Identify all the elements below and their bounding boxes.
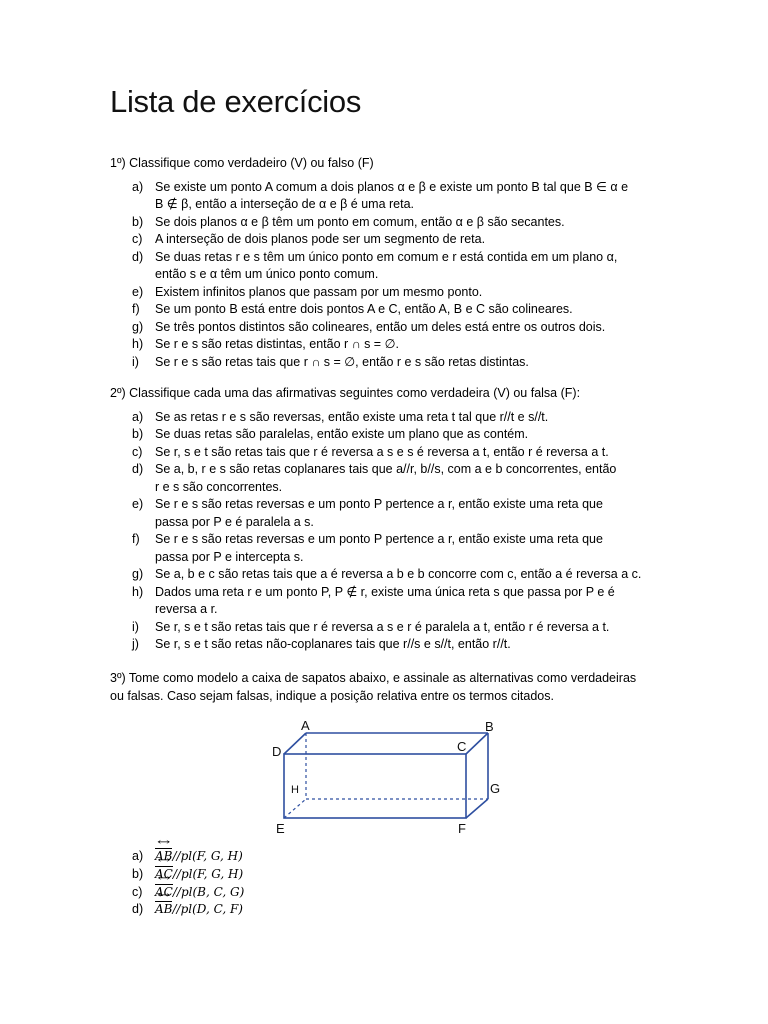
question-1-list bbox=[110, 179, 658, 372]
item-label: f) bbox=[132, 302, 140, 316]
box-front-face bbox=[284, 754, 466, 818]
item-text: Se r, s e t são retas tais que r é reversa a s e r é paralela a t, então r é reversa a t. bbox=[155, 619, 610, 634]
item-label: i) bbox=[132, 619, 139, 634]
item-label: a) bbox=[132, 849, 144, 863]
list-item bbox=[110, 461, 658, 496]
item-text: Se existe um ponto A comum a dois planos α e β e existe um ponto B tal que B ∈ α e bbox=[155, 179, 629, 194]
list-item bbox=[110, 231, 658, 249]
item-text: Se um ponto B está entre dois pontos A e C, então A, B e C são colineares. bbox=[155, 302, 573, 316]
item-text-cont: reversa a r. bbox=[155, 602, 218, 616]
list-item bbox=[110, 319, 658, 337]
list-item bbox=[110, 179, 658, 214]
item-text: Se r e s são retas reversas e um ponto P pertence a r, então existe uma reta que bbox=[155, 497, 603, 511]
item-text: //pl(F, G, H) bbox=[172, 866, 244, 881]
item-text: Se a, b e c são retas tais que a é reversa a b e b concorre com c, então a é reversa a c. bbox=[155, 567, 642, 581]
item-label: h) bbox=[132, 584, 144, 599]
item-text: Se r, s e t são retas tais que r é reversa a s e s é reversa a t, então r é reversa a t. bbox=[155, 444, 609, 459]
box-edge bbox=[284, 733, 306, 754]
box-hidden-edge bbox=[284, 799, 306, 818]
box-edge bbox=[466, 799, 488, 818]
item-text: Se a, b, r e s são retas coplanares tais que a//r, b//s, com a e b concorrentes, então bbox=[155, 462, 617, 476]
line-notation: AB ↔ bbox=[155, 901, 172, 919]
item-text-cont: então s e α têm um único ponto comum. bbox=[155, 267, 379, 281]
vertex-label-b: B bbox=[485, 719, 494, 734]
line-notation: AC ↔ bbox=[155, 866, 173, 884]
item-text: //pl(B, C, G) bbox=[172, 884, 245, 899]
item-text-cont: passa por P e intercepta s. bbox=[155, 549, 304, 564]
list-item bbox=[110, 496, 658, 531]
item-text: Se r, s e t são retas não-coplanares tais que r//s e s//t, então r//t. bbox=[155, 637, 511, 651]
item-label: d) bbox=[132, 902, 144, 917]
list-item bbox=[110, 214, 658, 232]
vertex-label-d: D bbox=[272, 744, 282, 759]
line-notation: AB ↔ bbox=[155, 848, 172, 866]
item-label: i) bbox=[132, 354, 139, 369]
item-text-cont: B ∉ β, então a interseção de α e β é uma reta. bbox=[155, 197, 415, 211]
item-label: c) bbox=[132, 884, 143, 899]
list-item bbox=[110, 301, 658, 319]
item-text: Se dois planos α e β têm um ponto em comum, então α e β são secantes. bbox=[155, 214, 565, 229]
question-1 bbox=[110, 155, 658, 371]
question-3-stem: 3º) Tome como modelo a caixa de sapatos abaixo, e assinale as alternativas como verdadeiras bbox=[110, 671, 637, 685]
item-label: g) bbox=[132, 319, 144, 334]
list-item bbox=[110, 566, 658, 584]
question-3-list bbox=[110, 848, 244, 919]
question-1-stem: 1º) Classifique como verdadeiro (V) ou falso (F) bbox=[110, 156, 374, 170]
item-text: Se r e s são retas distintas, então r ∩ s = ∅. bbox=[155, 337, 399, 351]
question-2 bbox=[110, 385, 658, 654]
vertex-label-h: H bbox=[291, 784, 299, 796]
list-item bbox=[110, 249, 658, 284]
item-label: b) bbox=[132, 214, 144, 229]
line-notation: AC ↔ bbox=[155, 884, 173, 902]
list-item bbox=[110, 584, 658, 619]
item-text: Se as retas r e s são reversas, então existe uma reta t tal que r//t e s//t. bbox=[155, 409, 549, 424]
vertex-label-c: C bbox=[457, 739, 467, 754]
item-text: //pl(D, C, F) bbox=[172, 902, 243, 917]
item-label: a) bbox=[132, 409, 144, 424]
list-item bbox=[110, 409, 658, 427]
item-label: c) bbox=[132, 232, 143, 246]
list-item bbox=[110, 354, 658, 372]
question-3-stem-cont: ou falsas. Caso sejam falsas, indique a posição relativa entre os termos citados. bbox=[110, 688, 554, 703]
item-label: e) bbox=[132, 284, 144, 299]
item-label: b) bbox=[132, 427, 144, 441]
item-text: //pl(F, G, H) bbox=[172, 849, 243, 863]
item-label: g) bbox=[132, 567, 144, 581]
shoebox-figure bbox=[270, 716, 510, 844]
item-text: Existem infinitos planos que passam por um mesmo ponto. bbox=[155, 284, 483, 299]
item-label: d) bbox=[132, 249, 144, 264]
vertex-label-a: A bbox=[301, 718, 310, 733]
list-item bbox=[110, 619, 658, 637]
list-item bbox=[110, 284, 658, 302]
item-text: Se duas retas r e s têm um único ponto em comum e r está contida em um plano α, bbox=[155, 249, 618, 264]
item-text: Se três pontos distintos são colineares, então um deles está entre os outros dois. bbox=[155, 319, 606, 334]
item-text: Se r e s são retas tais que r ∩ s = ∅, então r e s são retas distintas. bbox=[155, 354, 529, 369]
item-text: Se duas retas são paralelas, então existe um plano que as contém. bbox=[155, 427, 529, 441]
page-title: Lista de exercícios bbox=[110, 84, 362, 119]
question-3 bbox=[110, 670, 670, 705]
item-label: h) bbox=[132, 337, 144, 351]
item-text-cont: passa por P e é paralela a s. bbox=[155, 514, 314, 529]
question-2-stem: 2º) Classifique cada uma das afirmativas seguintes como verdadeira (V) ou falsa (F): bbox=[110, 386, 581, 400]
item-text: Dados uma reta r e um ponto P, P ∉ r, existe uma única reta s que passa por P e é bbox=[155, 584, 615, 599]
list-item bbox=[110, 531, 658, 566]
item-label: e) bbox=[132, 497, 144, 511]
list-item bbox=[110, 336, 658, 354]
item-label: d) bbox=[132, 462, 144, 476]
box-edge bbox=[466, 733, 488, 754]
vertex-label-e: E bbox=[276, 821, 285, 836]
item-label: b) bbox=[132, 866, 144, 881]
question-2-list bbox=[110, 409, 658, 654]
list-item bbox=[110, 901, 244, 919]
item-text: A interseção de dois planos pode ser um segmento de reta. bbox=[155, 232, 486, 246]
list-item bbox=[110, 426, 658, 444]
list-item bbox=[110, 636, 658, 654]
item-label: f) bbox=[132, 532, 140, 546]
list-item bbox=[110, 444, 658, 462]
item-text-cont: r e s são concorrentes. bbox=[155, 479, 283, 494]
vertex-label-g: G bbox=[490, 781, 501, 796]
item-label: a) bbox=[132, 179, 144, 194]
item-label: c) bbox=[132, 444, 143, 459]
item-label: j) bbox=[132, 637, 139, 651]
vertex-label-f: F bbox=[458, 821, 466, 836]
item-text: Se r e s são retas reversas e um ponto P pertence a r, então existe uma reta que bbox=[155, 532, 603, 546]
